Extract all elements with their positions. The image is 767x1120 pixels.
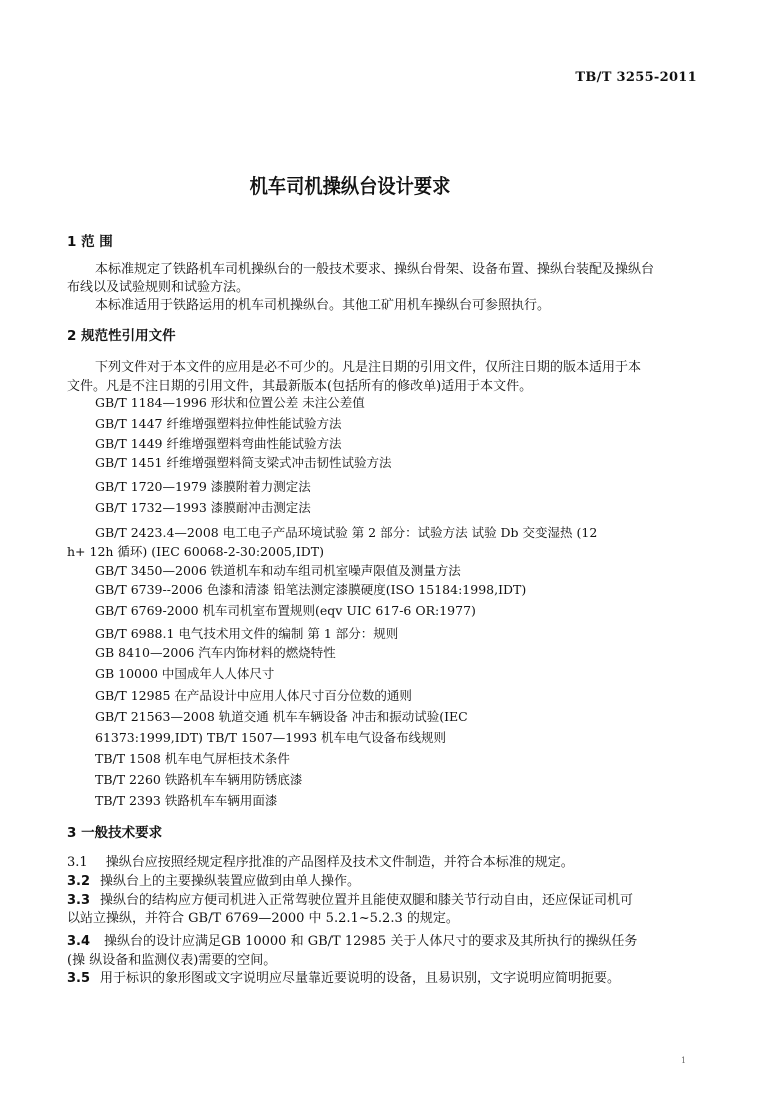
section-2-intro-line2: 文件。凡是不注日期的引用文件，其最新版本(包括所有的修改单)适用于本文件。 <box>67 379 533 394</box>
reference-item: GB/T 1449 纤维增强塑料弯曲性能试验方法 <box>95 436 342 451</box>
section-1-para1-line2: 布线以及试验规则和试验方法。 <box>67 280 250 295</box>
clause-text: 操纵台的设计应满足GB 10000 和 GB/T 12985 关于人体尺寸的要求及其所执行的操纵任务 <box>104 934 638 949</box>
clause-text: 操纵台应按照经规定程序批准的产品图样及技术文件制造，并符合本标准的规定。 <box>105 855 574 870</box>
section-1-para2: 本标准适用于铁路运用的机车司机操纵台。其他工矿用机车操纵台可参照执行。 <box>95 298 551 313</box>
reference-item-continued: h+ 12h 循环) (IEC 60068-2-30:2005,IDT) <box>67 544 324 559</box>
clause-3-4 <box>67 930 637 949</box>
reference-item: GB/T 6988.1 电气技术用文件的编制 第 1 部分：规则 <box>95 626 399 641</box>
section-3-heading: 3 一般技术要求 <box>67 825 163 841</box>
section-2-heading: 2 规范性引用文件 <box>67 328 176 344</box>
reference-item: GB/T 12985 在产品设计中应用人体尺寸百分位数的通则 <box>95 688 412 703</box>
clause-text: 操纵台上的主要操纵装置应做到由单人操作。 <box>100 874 361 889</box>
reference-item: GB/T 6769-2000 机车司机室布置规则(eqv UIC 617-6 OR:1977) <box>95 603 476 618</box>
reference-item: GB/T 1732—1993 漆膜耐冲击测定法 <box>95 500 311 515</box>
reference-item: TB/T 2393 铁路机车车辆用面漆 <box>95 793 278 808</box>
section-2-intro-line1: 下列文件对于本文件的应用是必不可少的。凡是注日期的引用文件，仅所注日期的版本适用于本 <box>95 360 642 375</box>
reference-item: GB/T 2423.4—2008 电工电子产品环境试验 第 2 部分：试验方法 试验 Db 交变湿热 (12 <box>95 525 598 540</box>
clause-3-5 <box>67 967 620 986</box>
reference-item: TB/T 1508 机车电气屏柜技术条件 <box>95 751 290 766</box>
clause-text: 操纵台的结构应方便司机进入正常驾驶位置并且能使双腿和膝关节行动自由，还应保证司机可 <box>100 893 634 908</box>
clause-3-3 <box>67 889 633 908</box>
reference-item: 61373:1999,IDT) TB/T 1507—1993 机车电气设备布线规则 <box>95 730 447 745</box>
clause-number: 3.1 <box>67 855 88 870</box>
reference-item: TB/T 2260 铁路机车车辆用防锈底漆 <box>95 772 303 787</box>
clause-3-1 <box>67 851 574 870</box>
clause-3-4-continued: (操 纵设备和监测仪表)需要的空间。 <box>67 953 277 968</box>
reference-item: GB 8410—2006 汽车内饰材料的燃烧特性 <box>95 645 336 660</box>
clause-number: 3.3 <box>67 893 91 908</box>
reference-item: GB 10000 中国成年人人体尺寸 <box>95 666 275 681</box>
section-1-heading: 1 范 围 <box>67 234 113 250</box>
clause-number: 3.2 <box>67 874 91 889</box>
reference-item: GB/T 21563—2008 轨道交通 机车车辆设备 冲击和振动试验(IEC <box>95 709 468 724</box>
reference-item: GB/T 3450—2006 铁道机车和动车组司机室噪声限值及测量方法 <box>95 563 461 578</box>
section-1-para1-line1: 本标准规定了铁路机车司机操纵台的一般技术要求、操纵台骨架、设备布置、操纵台装配及操纵台 <box>95 262 655 277</box>
reference-item: GB/T 1184—1996 形状和位置公差 未注公差值 <box>95 395 365 410</box>
reference-item: GB/T 1720—1979 漆膜附着力测定法 <box>95 479 311 494</box>
reference-item: GB/T 6739--2006 色漆和清漆 铅笔法测定漆膜硬度(ISO 15184:1998,IDT) <box>95 582 527 597</box>
clause-3-2 <box>67 870 360 889</box>
page-title: 机车司机操纵台设计要求 <box>249 174 451 198</box>
clause-number: 3.4 <box>67 934 91 949</box>
reference-item: GB/T 1447 纤维增强塑料拉伸性能试验方法 <box>95 416 342 431</box>
clause-3-3-continued: 以站立操纵，并符合 GB/T 6769—2000 中 5.2.1~5.2.3 的规定。 <box>67 911 459 926</box>
page-number: 1 <box>681 1056 687 1065</box>
clause-number: 3.5 <box>67 971 91 986</box>
reference-item: GB/T 1451 纤维增强塑料简支梁式冲击韧性试验方法 <box>95 455 392 470</box>
clause-text: 用于标识的象形图或文字说明应尽量靠近要说明的设备，且易识别，文字说明应简明扼要。 <box>100 971 621 986</box>
standard-code: TB/T 3255-2011 <box>575 70 697 85</box>
